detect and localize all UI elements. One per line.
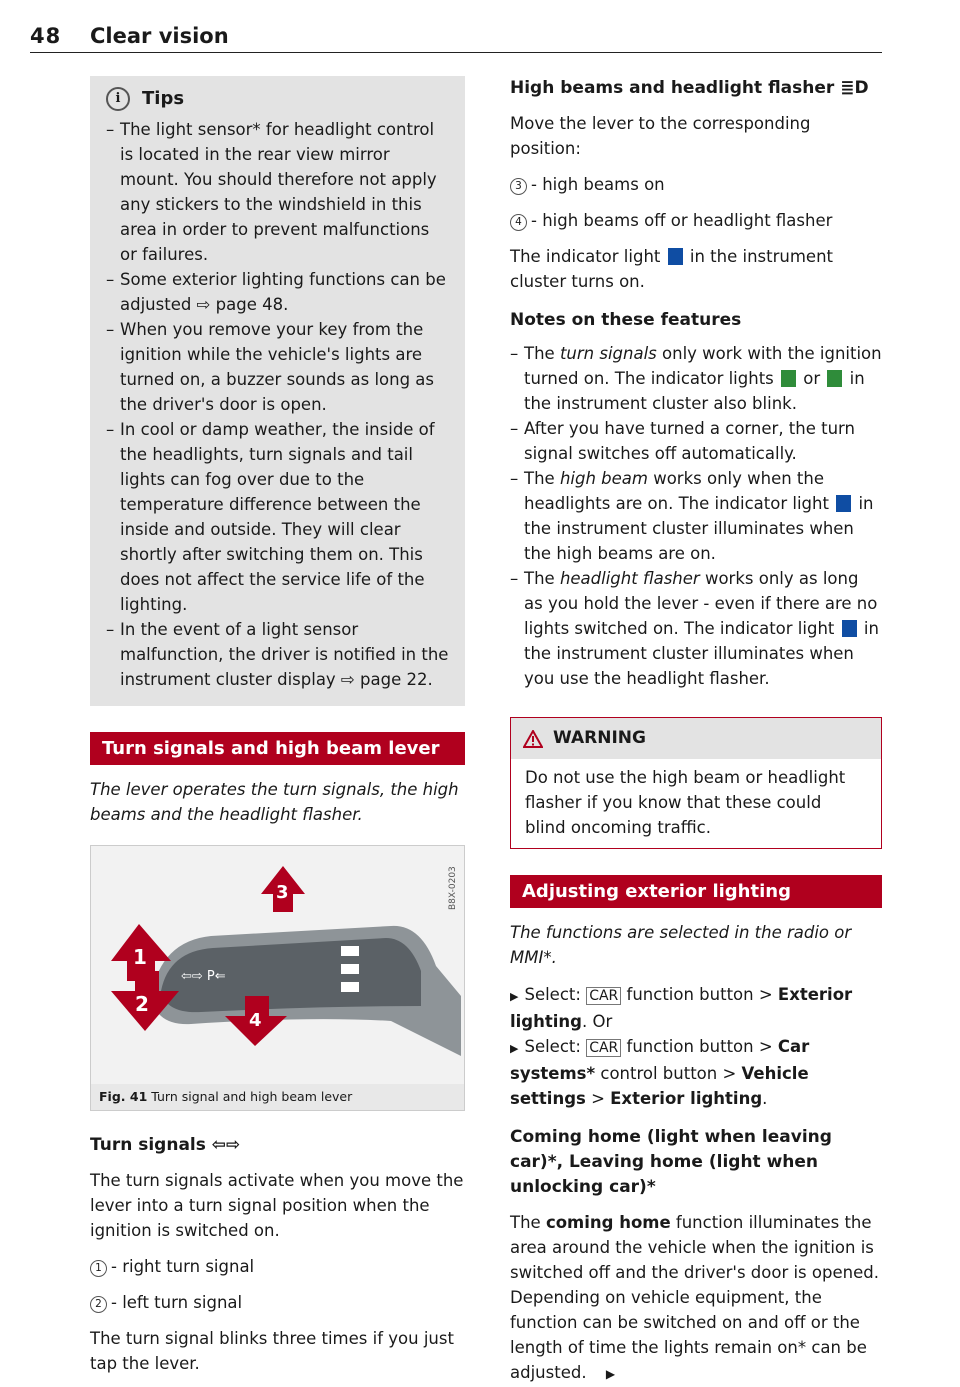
note-text: or [803, 369, 821, 388]
callout-2-label: 2 [135, 992, 149, 1016]
turn-signals-footer: The turn signal blinks three times if you just tap the lever. [90, 1329, 454, 1373]
note-emphasis: headlight flasher [559, 569, 700, 588]
page-number: 48 [30, 24, 62, 48]
figure-label: Fig. 41 [99, 1089, 148, 1104]
notes-heading: Notes on these features [510, 310, 742, 330]
coming-home-heading: Coming home (light when leaving car)*, Leaving home (light when unlocking car)* [510, 1127, 832, 1197]
coming-home-body [510, 1210, 882, 1387]
high-beam-symbols [341, 946, 359, 992]
figure-lever [90, 845, 465, 1111]
step-text: function button > [621, 985, 778, 1004]
note-item [510, 466, 882, 566]
high-beams-body: Move the lever to the corresponding position: [510, 114, 811, 158]
note-text: in the instrument cluster illuminates when you use the headlight flasher. [524, 619, 879, 688]
callout-4-label: 4 [249, 1010, 262, 1031]
tips-header [106, 86, 449, 111]
note-emphasis: high beam [559, 469, 648, 488]
car-button-label: CAR [586, 1039, 621, 1057]
tip-item: – When you remove your key from the ignition while the vehicle's lights are turned on, a buzzer sounds as long as the driver's door is open. [106, 317, 449, 417]
high-beam-indicator-icon [668, 248, 683, 265]
section-bar-turn-signals: Turn signals and high beam lever [90, 732, 465, 765]
list-item [90, 1254, 465, 1279]
list-item [510, 172, 882, 197]
lever-symbols: ⇦⇨ P⇐ [181, 969, 226, 984]
left-turn-indicator-icon [781, 370, 796, 387]
indicator-note-text: The indicator light [510, 247, 661, 266]
circled-number: 4 [510, 214, 527, 231]
indicator-note [510, 244, 882, 294]
figure-code: B8X-0203 [448, 866, 458, 910]
high-beam-indicator-icon [836, 495, 851, 512]
step-strong: Exterior lighting [510, 985, 853, 1031]
note-text: The [524, 469, 560, 488]
warning-body: Do not use the high beam or headlight flasher if you know that these could blind oncoming traffic. [525, 768, 846, 837]
step-arrow-icon: ▶ [510, 990, 519, 1003]
note-text: in the instrument cluster illuminates when the high beams are on. [524, 494, 874, 563]
list-item [90, 1290, 465, 1315]
note-text: works only as long as you hold the lever - even if there are no lights switched on. The indicator light [524, 569, 878, 638]
warning-title: WARNING [553, 728, 646, 748]
step-arrow-icon: ▶ [510, 1042, 519, 1055]
list-item-text: - right turn signal [111, 1257, 255, 1276]
lever-illustration [91, 846, 464, 1084]
step-item [510, 1034, 882, 1111]
step-item [510, 982, 882, 1034]
step-text: . [762, 1089, 768, 1108]
tips-box [90, 76, 465, 706]
step-strong: Vehicle settings [510, 1064, 809, 1108]
list-item-text: - high beams on [531, 175, 665, 194]
step-strong: Car systems* [510, 1037, 810, 1083]
note-text: The [524, 344, 560, 363]
list-item-text: - left turn signal [111, 1293, 243, 1312]
turn-signals-heading: Turn signals ⇦⇨ [90, 1135, 241, 1155]
tip-item: – In cool or damp weather, the inside of the headlights, turn signals and tail lights can fog over due to the temperature difference between the inside and outside. They will clear shortly after switching them on. This does not affect the service life of the lighting. [106, 417, 449, 617]
section-intro: The lever operates the turn signals, the high beams and the headlight flasher. [90, 780, 459, 824]
figure-caption-text: Turn signal and high beam lever [151, 1089, 353, 1104]
section-bar-exterior-lighting: Adjusting exterior lighting [510, 875, 882, 908]
step-text: function button > [621, 1037, 778, 1056]
note-text: works only when the headlights are on. The indicator light [524, 469, 829, 513]
body-text: function illuminates the area around the vehicle when the ignition is switched off and the driver's door is opened. Depending on vehicle equipment, the function can be switched on and off or the length of time the lights remain on* can be adjusted. [510, 1213, 879, 1382]
step-text: control button > [595, 1064, 742, 1083]
note-item [510, 566, 882, 691]
continue-arrow-icon: ▶ [605, 1367, 616, 1381]
step-text: > [585, 1089, 611, 1108]
right-turn-indicator-icon [827, 370, 842, 387]
step-strong: Exterior lighting [610, 1089, 763, 1108]
warning-box [510, 717, 882, 849]
info-icon: i [106, 87, 130, 111]
note-emphasis: turn signals [559, 344, 657, 363]
tips-title: Tips [142, 88, 185, 109]
tip-item: – In the event of a light sensor malfunction, the driver is notified in the instrument cluster display ⇨ page 22. [106, 617, 449, 692]
step-text: Select: [524, 985, 587, 1004]
circled-number: 1 [90, 1260, 107, 1277]
high-beam-indicator-icon [842, 620, 857, 637]
note-item: – After you have turned a corner, the turn signal switches off automatically. [510, 416, 882, 466]
list-item-text: - high beams off or headlight flasher [531, 211, 833, 230]
circled-number: 3 [510, 178, 527, 195]
note-text: in the instrument cluster also blink. [524, 369, 865, 413]
warning-icon [523, 730, 543, 748]
high-beams-heading: High beams and headlight flasher ≣D [510, 78, 869, 98]
indicator-note-text: in the instrument cluster turns on. [510, 247, 834, 291]
tip-item: – The light sensor* for headlight control is located in the rear view mirror mount. You should therefore not apply any stickers to the windshield in this area in order to prevent malfunctions or failures. [106, 117, 449, 267]
warning-header [511, 718, 881, 759]
note-text: only work with the ignition turned on. The indicator lights [524, 344, 882, 388]
car-button-label: CAR [586, 987, 621, 1005]
left-column [90, 76, 465, 1376]
body-text: The [510, 1213, 546, 1232]
page-header [30, 22, 882, 53]
figure-caption [91, 1084, 464, 1110]
note-text: The [524, 569, 560, 588]
tip-item: – Some exterior lighting functions can be adjusted ⇨ page 48. [106, 267, 449, 317]
callout-1-label: 1 [133, 945, 147, 969]
right-column [510, 76, 882, 1387]
section-intro: The functions are selected in the radio or MMI*. [510, 923, 852, 967]
list-item [510, 208, 882, 233]
callout-3-label: 3 [276, 882, 289, 903]
step-text: . Or [581, 1012, 613, 1031]
circled-number: 2 [90, 1296, 107, 1313]
step-text: Select: [524, 1037, 587, 1056]
body-strong: coming home [545, 1213, 671, 1232]
section-title: Clear vision [90, 24, 229, 48]
note-item [510, 341, 882, 416]
turn-signals-body: The turn signals activate when you move the lever into a turn signal position when the ignition is switched on. [90, 1171, 464, 1240]
